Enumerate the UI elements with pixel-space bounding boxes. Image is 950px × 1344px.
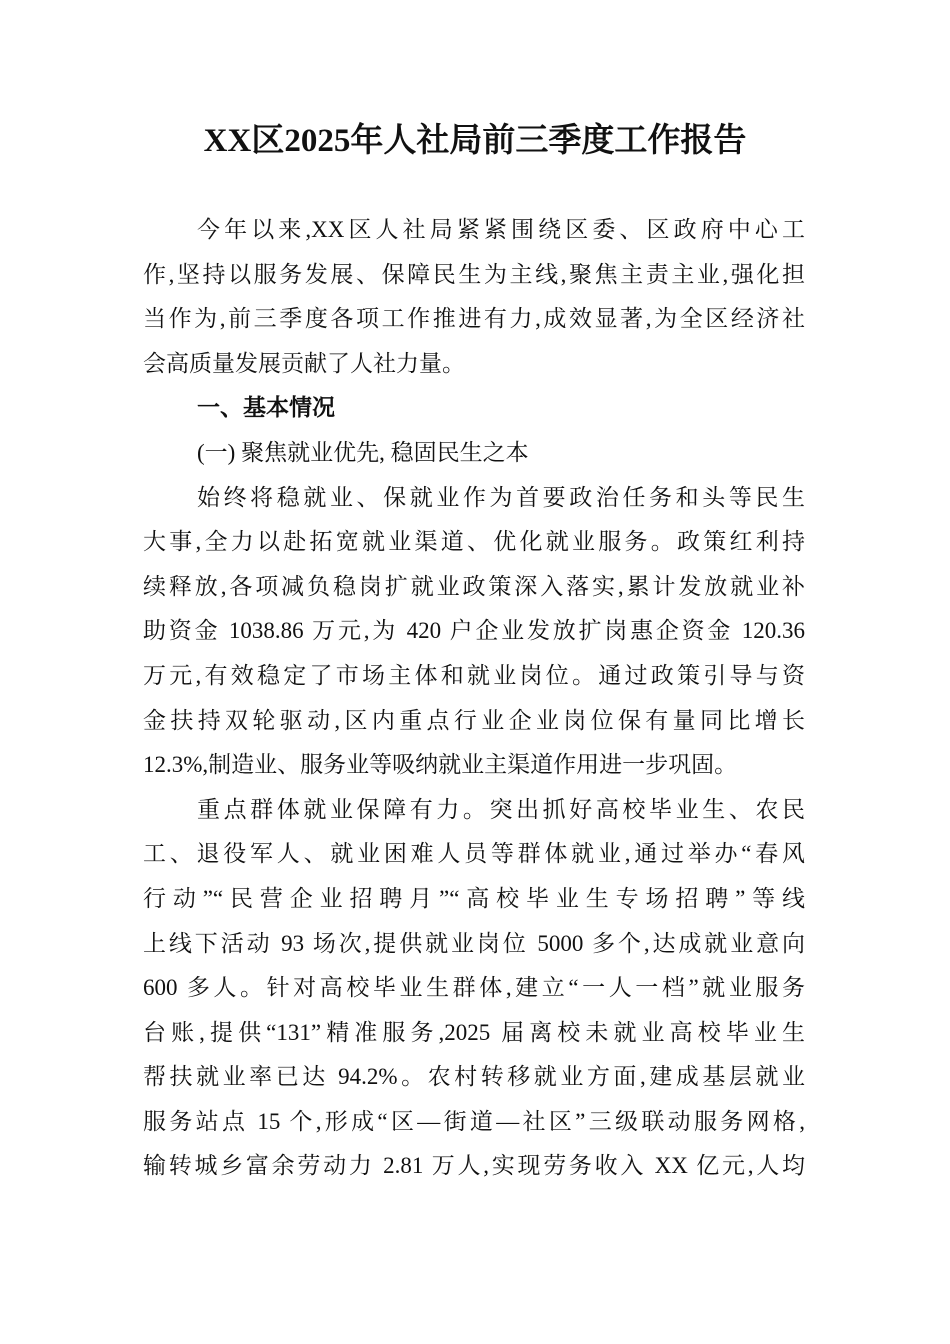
text-line: 当作为,前三季度各项工作推进有力,成效显著,为全区经济社 — [143, 306, 805, 332]
text-line: 12.3%,制造业、服务业等吸纳就业主渠道作用进一步巩固。 — [143, 752, 738, 778]
text-line: 金扶持双轮驱动,区内重点行业企业岗位保有量同比增长 — [143, 707, 805, 733]
text-line: 始终将稳就业、保就业作为首要政治任务和头等民生 — [197, 484, 805, 510]
text-line: 输转城乡富余劳动力 2.81 万人,实现劳务收入 XX 亿元,人均 — [143, 1153, 805, 1179]
key-groups-paragraph — [143, 788, 805, 1189]
text-line: 今年以来,XX区人社局紧紧围绕区委、区政府中心工 — [197, 217, 805, 242]
text-line: 服务站点 15 个,形成“区—街道—社区”三级联动服务网格, — [143, 1108, 805, 1134]
text-line: 600 多人。针对高校毕业生群体,建立“一人一档”就业服务 — [143, 975, 805, 1001]
text-line: 重点群体就业保障有力。突出抓好高校毕业生、农民 — [197, 796, 805, 822]
text-line: 工、退役军人、就业困难人员等群体就业,通过举办“春风 — [143, 841, 805, 867]
text-line: 续释放,各项减负稳岗扩就业政策深入落实,累计发放就业补 — [143, 573, 805, 599]
section-heading: 一、基本情况 — [197, 395, 335, 421]
text-line: 助资金 1038.86 万元,为 420 户企业发放扩岗惠企资金 120.36 — [143, 618, 805, 644]
subsection-heading: (一) 聚焦就业优先, 稳固民生之本 — [197, 439, 529, 465]
text-line: 帮扶就业率已达 94.2%。农村转移就业方面,建成基层就业 — [143, 1064, 805, 1090]
text-line: 万元,有效稳定了市场主体和就业岗位。通过政策引导与资 — [143, 662, 805, 688]
intro-paragraph — [143, 208, 805, 386]
text-line: 作,坚持以服务发展、保障民生为主线,聚焦主责主业,强化担 — [143, 261, 805, 287]
text-line: 大事,全力以赴拓宽就业渠道、优化就业服务。政策红利持 — [143, 529, 805, 555]
text-line: 上线下活动 93 场次,提供就业岗位 5000 多个,达成就业意向 — [143, 930, 805, 956]
text-line: 行动”“民营企业招聘月”“高校毕业生专场招聘”等线 — [143, 885, 805, 911]
text-line: 台账,提供“131”精准服务,2025 届离校未就业高校毕业生 — [143, 1019, 805, 1045]
document-title: XX区2025年人社局前三季度工作报告 — [203, 123, 747, 159]
document-body — [143, 208, 805, 1189]
text-line: 会高质量发展贡献了人社力量。 — [143, 350, 465, 376]
employment-policy-paragraph — [143, 476, 805, 788]
